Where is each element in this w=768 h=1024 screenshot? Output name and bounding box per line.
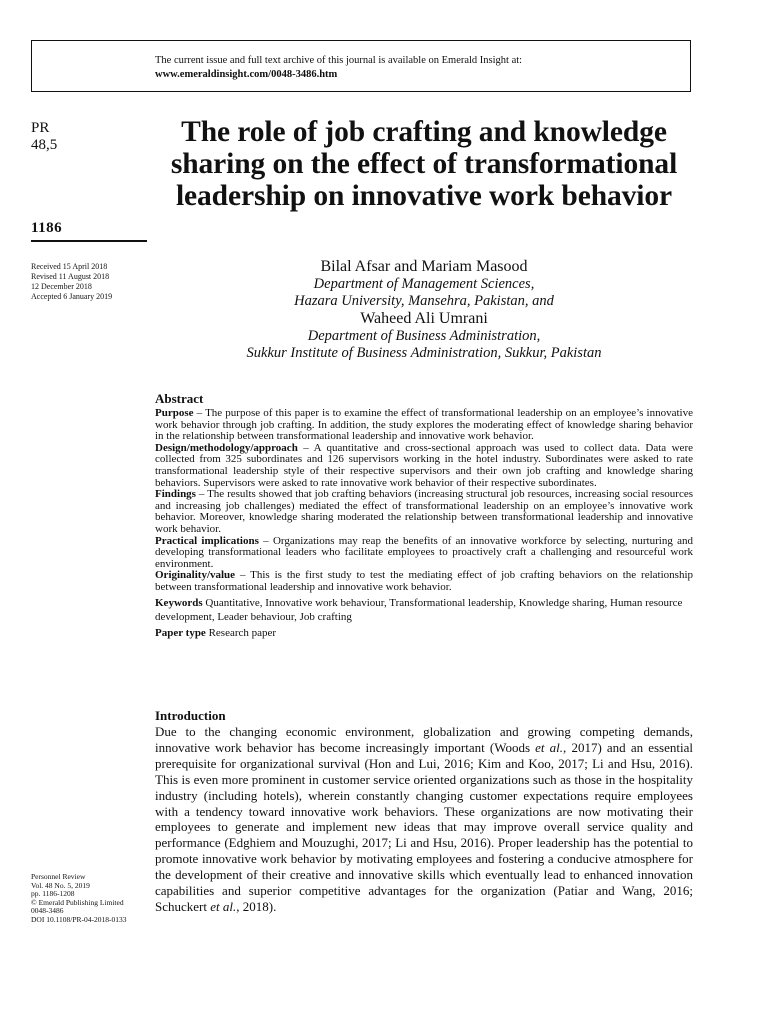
- access-notice: [155, 54, 522, 82]
- affiliation-2-line2: Sukkur Institute of Business Administration, Sukkur, Pakistan: [246, 345, 602, 361]
- paper-title: The role of job crafting and knowledge sharing on the effect of transformational leadership on innovative work behavior: [170, 116, 678, 212]
- paper-type-value: Research paper: [205, 626, 277, 639]
- author-names-1: Bilal Afsar and Mariam Masood: [320, 258, 528, 275]
- page-range: pp. 1186-1208: [31, 889, 75, 899]
- keywords-label: Keywords: [155, 596, 203, 609]
- abstract-label: Purpose: [155, 407, 194, 419]
- introduction-paragraph: [155, 724, 693, 915]
- page-number-rule: [31, 240, 147, 242]
- affiliation-2-line1: Department of Business Administration,: [307, 328, 541, 344]
- article-history: [31, 262, 147, 302]
- journal-url-link[interactable]: www.emeraldinsight.com/0048-3486.htm: [155, 69, 338, 80]
- issn: 0048-3486: [31, 906, 64, 916]
- journal-citation-meta: [31, 873, 147, 925]
- abstract-text: – A quantitative and cross-sectional approach was used to collect data. Data were collected from 325 subordinates and 126 supervisors working in the hotel industry. Subordinates were asked to rate transformational leadership style of their respective supervisors and their own job crafting and knowledge sharing behaviors. Supervisors were asked to rate innovative work behavior of their respective subordinates.: [155, 441, 693, 489]
- abstract-text: – This is the first study to test the mediating effect of job crafting behaviors on the relationship between transformational leadership and innovative work behavior.: [155, 569, 693, 593]
- doi: DOI 10.1108/PR-04-2018-0133: [31, 914, 127, 924]
- abstract-practical: [155, 536, 693, 571]
- affiliation-1-line2: Hazara University, Mansehra, Pakistan, and: [294, 293, 554, 309]
- abstract-originality: [155, 570, 693, 593]
- intro-text: Due to the changing economic environment, globalization and growing competing demands, innovative work behavior has become increasingly important (Woods: [155, 724, 693, 755]
- author-block: [155, 258, 693, 362]
- journal-volume: Vol. 48 No. 5, 2019: [31, 880, 90, 890]
- journal-name: Personnel Review: [31, 872, 86, 881]
- abstract-findings: [155, 489, 693, 535]
- page-number: 1186: [31, 220, 63, 236]
- revised-date-2: 12 December 2018: [31, 282, 92, 291]
- revised-date: Revised 11 August 2018: [31, 272, 110, 281]
- abstract-purpose: [155, 408, 693, 443]
- journal-volume-code: [31, 120, 147, 154]
- paper-type-label: Paper type: [155, 626, 206, 639]
- abstract-label: Originality/value: [155, 569, 236, 582]
- keywords-list: Quantitative, Innovative work behaviour, Transformational leadership, Knowledge sharing, Human resource development, Leader behaviour, Job crafting: [155, 596, 683, 623]
- access-notice-text: The current issue and full text archive of this journal is available on Emerald Insight at:: [155, 55, 523, 66]
- paper-type: [155, 626, 693, 640]
- introduction-heading: Introduction: [155, 708, 226, 723]
- journal-abbrev: PR: [31, 120, 50, 136]
- copyright: © Emerald Publishing Limited: [31, 897, 124, 907]
- abstract-label: Practical implications: [155, 534, 259, 547]
- abstract-text: – The purpose of this paper is to examine the effect of transformational leadership on an employee’s innovative work behavior through job crafting. In addition, the study explores the moderating effect of knowledge sharing behavior in the relationship between transformational leadership and innovative work behavior.: [155, 407, 693, 443]
- keywords: [155, 596, 693, 624]
- author-names-2: Waheed Ali Umrani: [360, 310, 488, 327]
- abstract-label: Findings: [155, 488, 196, 501]
- introduction-section: [155, 708, 693, 915]
- abstract-text: – The results showed that job crafting behaviors (increasing structural job resources, increasing social resources and increasing job challenges) mediated the effect of transformational leadership on an employee’s innovative work behavior. Moreover, knowledge sharing moderated the relationship between transformational leadership and innovative work behavior.: [155, 488, 693, 535]
- intro-citation-etal: et al.: [210, 898, 237, 914]
- intro-text: , 2018).: [236, 898, 277, 914]
- received-date: Received 15 April 2018: [31, 262, 108, 271]
- abstract-design: [155, 443, 693, 489]
- abstract-text: – Organizations may reap the benefits of an innovative workforce by selecting, nurturing and developing transformational leaders who facilitate employees to proactively craft a challenging and resourceful work environment.: [155, 534, 693, 570]
- accepted-date: Accepted 6 January 2019: [31, 292, 113, 301]
- affiliation-1-line1: Department of Management Sciences,: [313, 276, 535, 292]
- intro-text: , 2017) and an essential prerequisite for organizational survival (Hon and Lui, 2016; Kim and Koo, 2017; Li and Hsu, 2016). This is even more prominent in customer service oriented organizations such as those in the hospitality industry (including hotels), wherein constantly changing customer expectations require employees with a tendency toward innovative work behaviors. These organizations are now motivating their employees to generate and implement new ideas that may improve overall service quality and performance (Edghiem and Mouzughi, 2017; Li and Hsu, 2016). Proper leadership has the potential to promote innovative work behavior by motivating employees and fostering a conducive atmosphere for the development of their creative and innovative skills which eventually lead to enhanced innovation capabilities and superior competitive advantages for the organization (Patiar and Wang, 2016; Schuckert: [155, 739, 693, 914]
- intro-citation-etal: et al.: [535, 739, 564, 755]
- abstract-heading: Abstract: [155, 391, 204, 406]
- access-notice-box: [31, 40, 691, 92]
- volume-issue: 48,5: [31, 137, 58, 153]
- abstract-label: Design/methodology/approach: [155, 441, 298, 454]
- abstract-section: [155, 391, 693, 640]
